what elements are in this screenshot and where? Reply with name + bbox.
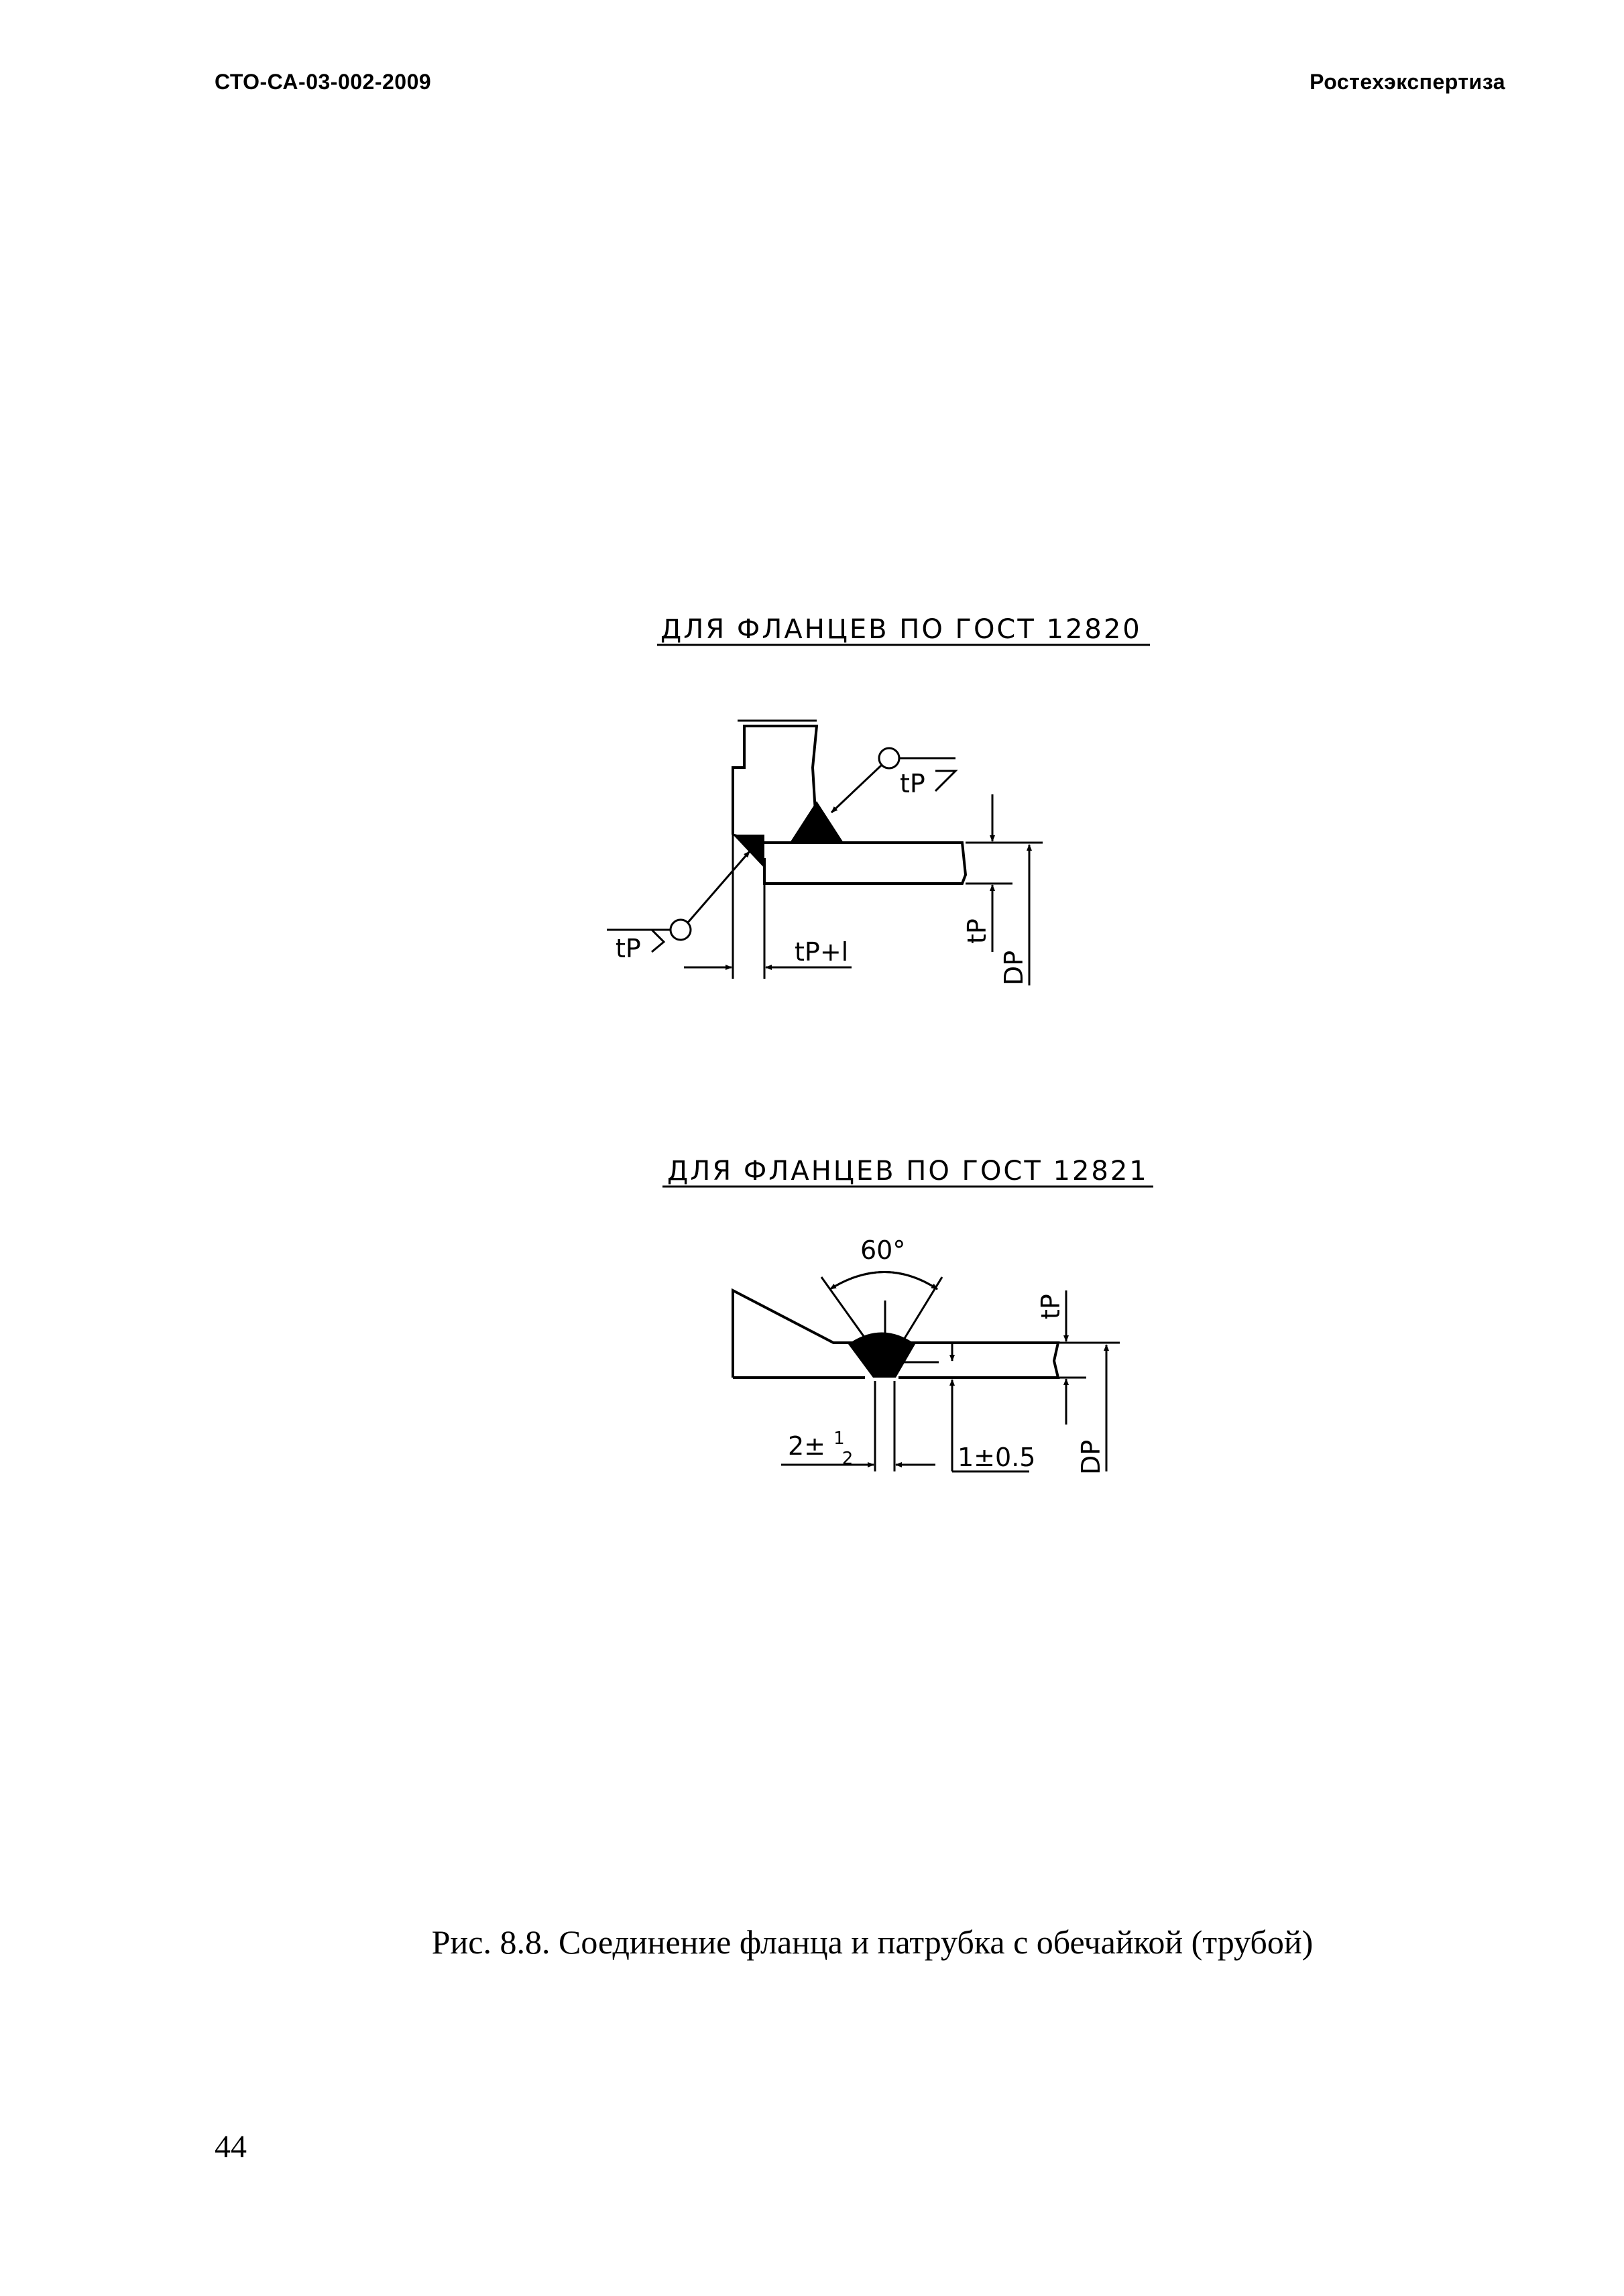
- diameter-dim-label: DP: [999, 950, 1029, 985]
- flange-outline: [733, 726, 817, 835]
- root-gap-upper-tolerance: 1: [833, 1429, 845, 1449]
- groove-edge-left: [821, 1277, 868, 1343]
- diameter2-dim-label: DP: [1076, 1439, 1106, 1475]
- diagram-gost-12820: [607, 614, 1150, 985]
- flange-neck-outline: [733, 1290, 865, 1378]
- fillet-weld-symbol-left: [652, 930, 664, 952]
- publisher-name: Ростехэкспертиза: [1310, 70, 1505, 94]
- fillet-weld-symbol-right: [935, 771, 955, 791]
- weld-leader-left: [688, 851, 750, 922]
- weld-symbol-circle-right: [879, 748, 899, 768]
- weld-leader-right: [831, 766, 881, 812]
- diagram2-title: ДЛЯ ФЛАНЦЕВ ПО ГОСТ 12821: [667, 1156, 1149, 1187]
- figure-caption: Рис. 8.8. Соединение фланца и патрубка с обечайкой (трубой): [431, 1923, 1314, 1961]
- gap-dim-label: tP+l: [795, 937, 849, 967]
- thickness-dim-label: tP: [962, 918, 992, 944]
- root-gap-lower-tolerance: 2: [842, 1449, 854, 1469]
- pipe-outline-2: [898, 1343, 1058, 1378]
- document-code: СТО-СА-03-002-2009: [215, 70, 432, 94]
- root-gap-base: 2±: [788, 1431, 826, 1461]
- root-face-label: 1±0.5: [958, 1443, 1036, 1472]
- page-number: 44: [215, 2129, 247, 2165]
- diagram-gost-12821: [662, 1156, 1153, 1475]
- pipe-outline: [764, 843, 966, 884]
- angle-label: 60°: [860, 1235, 906, 1265]
- weld-size-label-right: tP: [900, 769, 925, 798]
- diagram1-title: ДЛЯ ФЛАНЦЕВ ПО ГОСТ 12820: [660, 614, 1142, 645]
- weld-symbol-circle-left: [671, 920, 691, 940]
- weld-size-label-left: tP: [616, 934, 641, 963]
- thickness2-dim-label: tP: [1036, 1294, 1065, 1319]
- root-gap-label: [788, 1421, 853, 1469]
- angle-arc-reverse: [830, 1272, 937, 1290]
- groove-edge-right: [902, 1277, 942, 1343]
